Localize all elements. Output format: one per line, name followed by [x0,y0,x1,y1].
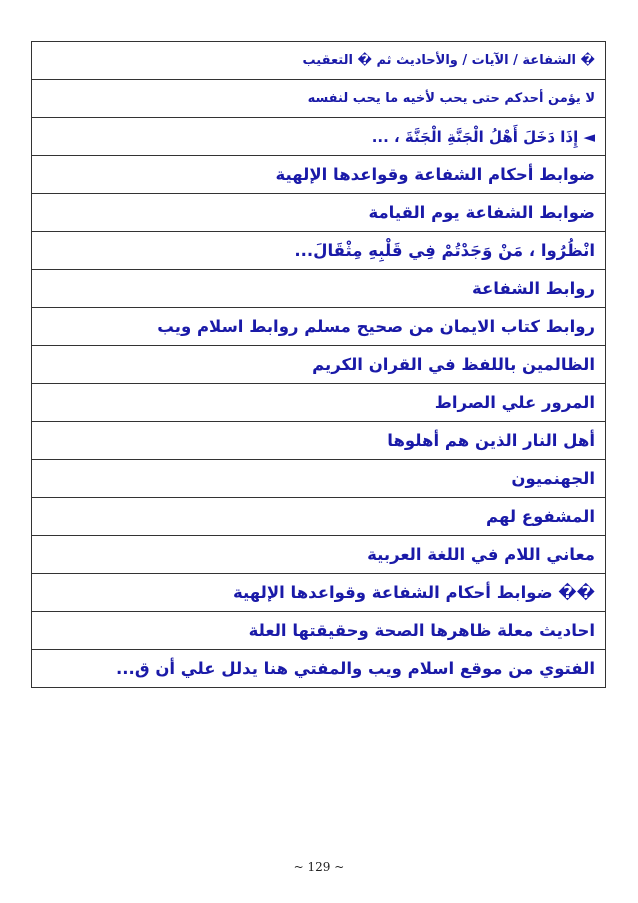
table-cell[interactable] [32,156,606,194]
table-cell[interactable] [32,536,606,574]
table-row [32,232,606,270]
table-row [32,346,606,384]
table-row [32,574,606,612]
table-row [32,118,606,156]
index-table [31,41,606,688]
link-ahadith-muallala[interactable]: احاديث معلة ظاهرها الصحة وحقيقتها العلة [248,621,595,640]
table-row [32,156,606,194]
link-dawabit-yawm-alqiyama[interactable]: ضوابط الشفاعة يوم القيامة [368,203,595,222]
table-cell[interactable] [32,308,606,346]
table-cell[interactable] [32,232,606,270]
link-aljahannamiyyun[interactable]: الجهنميون [511,469,595,488]
table-cell[interactable] [32,498,606,536]
link-rawabit-shafaa[interactable]: روابط الشفاعة [471,279,595,298]
table-row [32,270,606,308]
table-cell[interactable] [32,422,606,460]
table-cell[interactable] [32,384,606,422]
link-alzalimin[interactable]: الظالمين باللفظ في القران الكريم [312,355,595,374]
link-la-yuminu[interactable]: لا يؤمن أحدكم حتى يحب لأخيه ما يحب لنفسه [307,91,595,106]
page-number: ~ 129 ~ [293,860,345,874]
table-row [32,422,606,460]
table-cell[interactable] [32,42,606,80]
table-cell[interactable] [32,194,606,232]
link-alfatwa[interactable]: الفتوي من موقع اسلام ويب والمفتي هنا يدلل علي أن ق... [116,659,595,678]
table-cell[interactable] [32,574,606,612]
table-cell[interactable] [32,650,606,688]
table-row [32,498,606,536]
link-maani-allam[interactable]: معاني اللام في اللغة العربية [367,545,595,564]
link-shafaa-ayat-ahadith[interactable]: � الشفاعة / الآيات / والأحاديث ثم � التعقيب [302,53,595,68]
link-dawabit-ahkam[interactable]: ضوابط أحكام الشفاعة وقواعدها الإلهية [275,165,595,184]
table-row [32,308,606,346]
link-almashfu-lahum[interactable]: المشفوع لهم [486,507,595,526]
table-cell[interactable] [32,118,606,156]
link-idha-dakhala[interactable]: ◄ إِذَا دَخَلَ أَهْلُ الْجَنَّةِ الْجَنَّةَ ، ... [371,127,595,146]
table-row [32,536,606,574]
table-row [32,194,606,232]
link-dawabit-ahkam-2[interactable]: �� ضوابط أحكام الشفاعة وقواعدها الإلهية [233,583,595,602]
table-cell[interactable] [32,612,606,650]
table-cell[interactable] [32,270,606,308]
table-row [32,612,606,650]
table-row [32,80,606,118]
table-row [32,42,606,80]
table-row [32,650,606,688]
table-cell[interactable] [32,346,606,384]
table-cell[interactable] [32,460,606,498]
table-row [32,460,606,498]
link-almurur-ala-alsirat[interactable]: المرور علي الصراط [434,393,595,412]
link-ahl-alnar[interactable]: أهل النار الذين هم أهلوها [387,431,595,450]
table-row [32,384,606,422]
link-unzuru[interactable]: انْظُرُوا ، مَنْ وَجَدْتُمْ فِي قَلْبِهِ مِثْقَالَ... [294,241,595,260]
table-cell[interactable] [32,80,606,118]
link-rawabit-kitab-aliman[interactable]: روابط كتاب الايمان من صحيح مسلم روابط اسلام ويب [157,317,595,336]
